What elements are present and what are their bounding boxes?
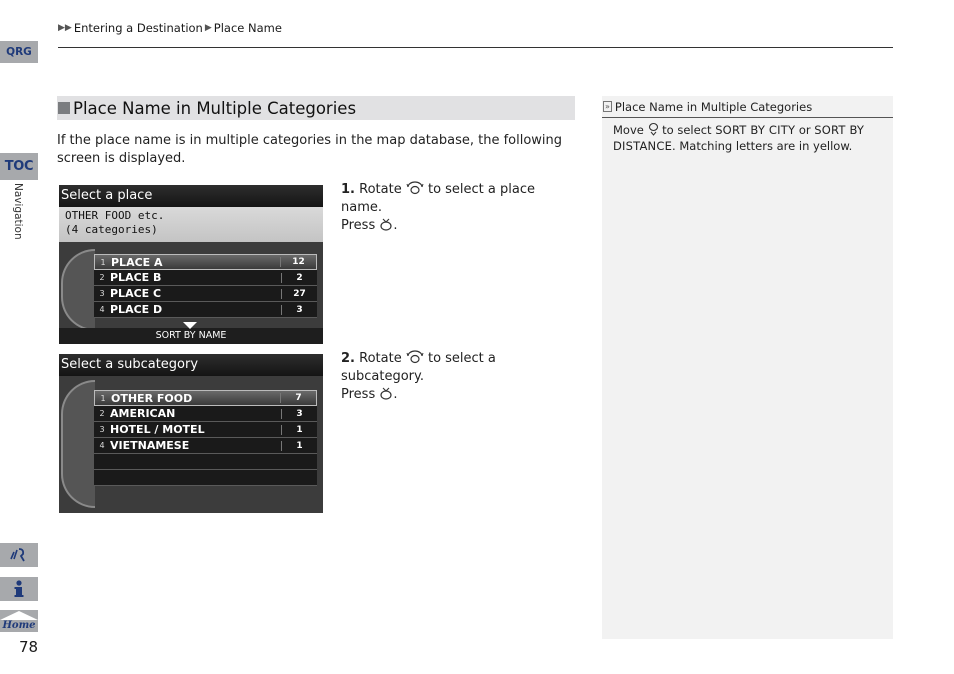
step-text: . <box>393 218 398 233</box>
dial-graphic <box>61 249 95 331</box>
down-arrow-icon <box>183 322 197 329</box>
subcategory-list <box>94 390 317 486</box>
breadcrumb-item-entering-destination[interactable]: Entering a Destination <box>73 21 203 35</box>
rotate-knob-icon <box>406 350 424 364</box>
sidebar-title: Place Name in Multiple Categories <box>614 99 813 114</box>
rotate-knob-icon <box>406 181 424 195</box>
list-item: 1 OTHER FOOD 7 <box>94 390 317 406</box>
list-item: 2 AMERICAN 3 <box>94 406 317 422</box>
sidebar-word: . Matching letters are in yellow. <box>672 139 853 153</box>
screen-title: Select a place <box>59 185 323 207</box>
header-divider <box>58 47 893 48</box>
list-item: 1 PLACE A 12 <box>94 254 317 270</box>
sidebar-word: or <box>798 123 811 137</box>
screen-title: Select a subcategory <box>59 354 323 376</box>
dial-graphic <box>61 380 95 508</box>
home-tab[interactable] <box>0 610 38 632</box>
arrow-icon: ▶ <box>204 23 212 33</box>
qrg-tab[interactable]: QRG <box>0 41 38 63</box>
sidebar-heading <box>602 96 893 118</box>
step-text: Press <box>341 387 376 402</box>
sort-by-city-label: SORT BY CITY <box>715 123 796 137</box>
list-item: 4 PLACE D 3 <box>94 302 317 318</box>
step-1 <box>341 181 577 235</box>
breadcrumb-item-place-name: Place Name <box>213 21 282 35</box>
list-item: 4 VIETNAMESE 1 <box>94 438 317 454</box>
step-number: 2. <box>341 351 355 366</box>
move-knob-icon <box>648 122 659 136</box>
step-2 <box>341 350 577 404</box>
sidebar-note <box>602 96 893 639</box>
place-list <box>94 254 317 318</box>
home-label: Home <box>2 620 36 631</box>
step-text: Press <box>341 218 376 233</box>
select-place-screenshot <box>59 185 323 344</box>
screen-subtitle-line2: (4 categories) <box>65 223 158 236</box>
sidebar-text <box>602 118 893 158</box>
arrow-icon: ▶▶ <box>58 23 72 33</box>
list-item: 3 HOTEL / MOTEL 1 <box>94 422 317 438</box>
step-text: to select a subcategory. <box>341 351 496 384</box>
section-label: Navigation <box>12 183 24 240</box>
breadcrumb <box>58 21 282 35</box>
sort-by-name-label: SORT BY NAME <box>155 330 227 341</box>
press-knob-icon <box>379 386 393 400</box>
intro-paragraph: If the place name is in multiple categories in the map database, the following screen is displayed. <box>57 133 563 166</box>
step-text: Rotate <box>359 182 402 197</box>
step-number: 1. <box>341 182 355 197</box>
square-bullet-icon <box>58 102 70 114</box>
empty-row <box>94 470 317 486</box>
section-heading <box>57 96 575 120</box>
step-text: Rotate <box>359 351 402 366</box>
page-number: 78 <box>19 638 39 656</box>
empty-row <box>94 454 317 470</box>
reference-icon: » <box>605 102 610 111</box>
list-item: 3 PLACE C 27 <box>94 286 317 302</box>
sidebar-word: to select <box>662 123 712 137</box>
toc-tab[interactable]: TOC <box>0 153 38 180</box>
screen-subtitle <box>59 207 323 242</box>
sort-by-distance-label: SORT BY DISTANCE <box>613 123 865 153</box>
sort-footer <box>59 328 323 344</box>
section-title: Place Name in Multiple Categories <box>73 98 357 118</box>
voice-command-icon[interactable] <box>0 543 38 567</box>
screen-subtitle-line1: OTHER FOOD etc. <box>65 209 165 222</box>
sidebar-word: Move <box>613 123 644 137</box>
step-text: to select a place name. <box>341 182 535 215</box>
press-knob-icon <box>379 217 393 231</box>
select-subcategory-screenshot <box>59 354 323 513</box>
info-icon[interactable] <box>0 577 38 601</box>
list-item: 2 PLACE B 2 <box>94 270 317 286</box>
step-text: . <box>393 387 398 402</box>
